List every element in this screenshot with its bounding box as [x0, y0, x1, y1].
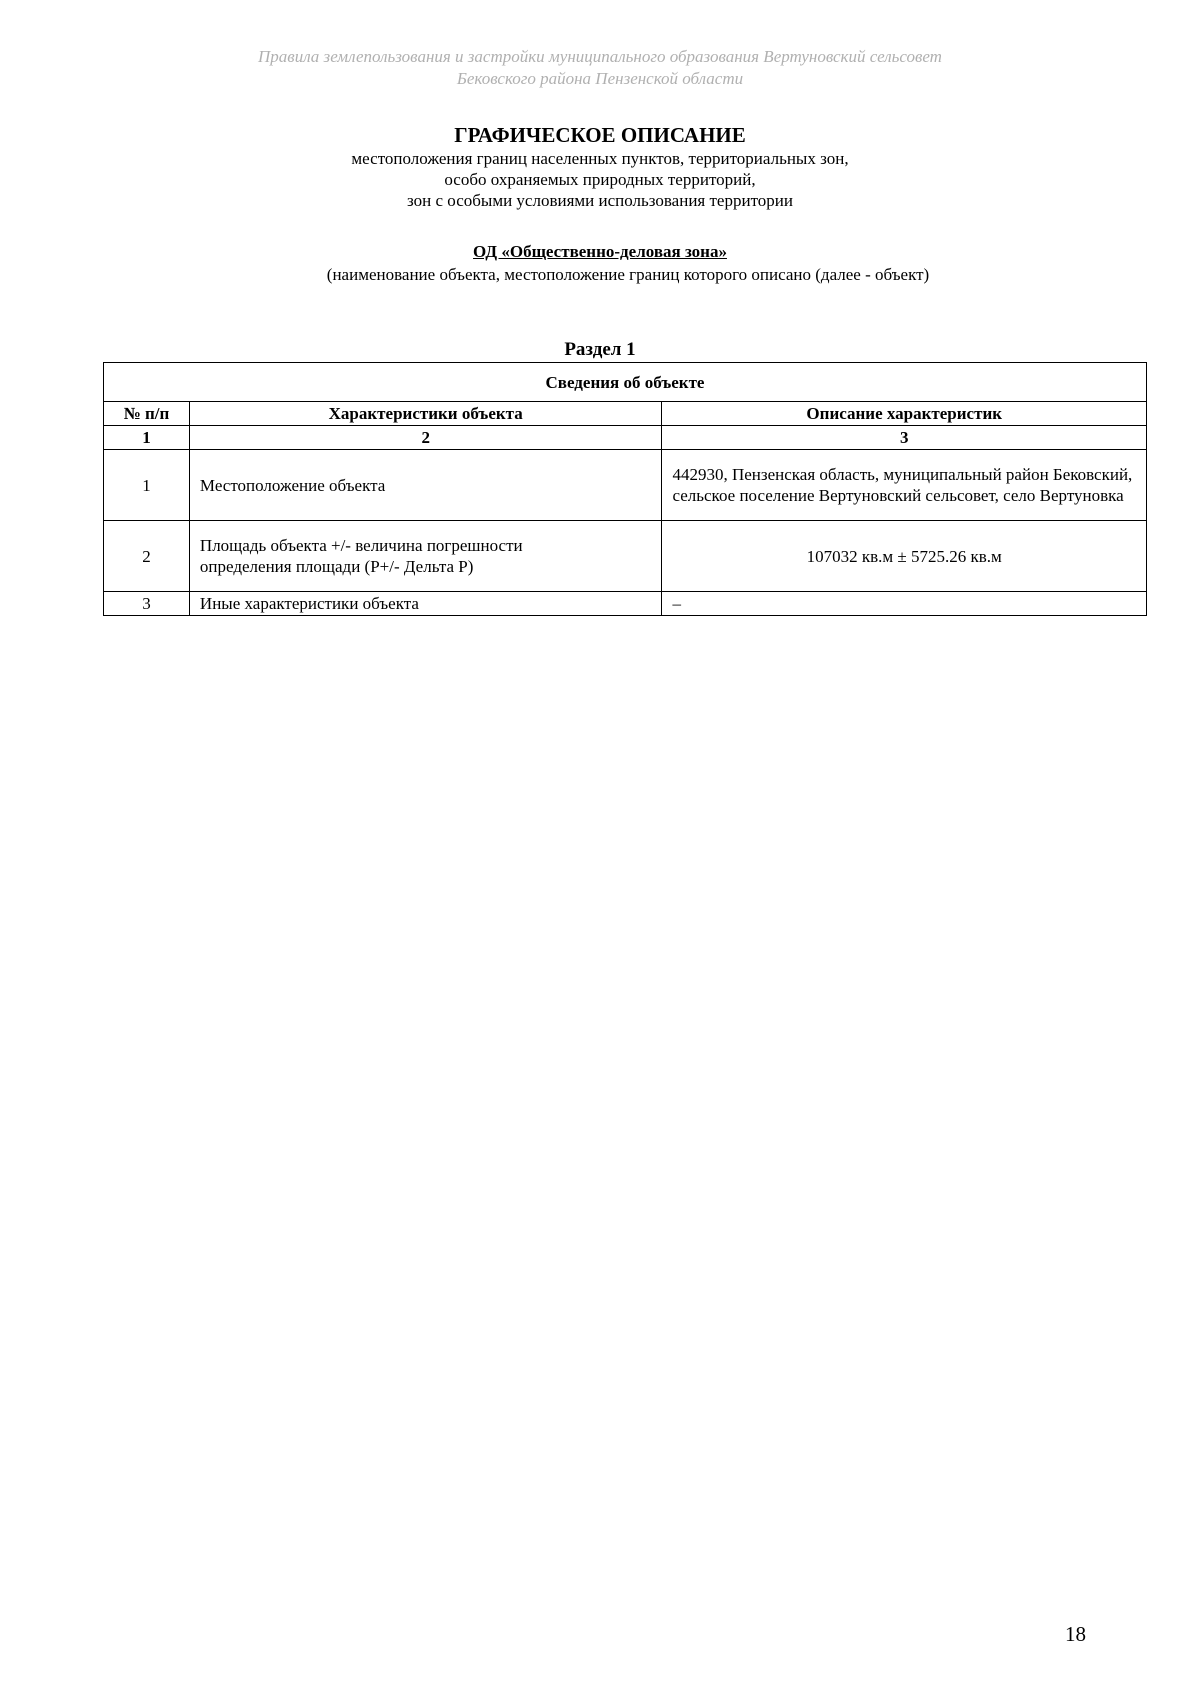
object-name: ОД «Общественно-деловая зона» [473, 242, 727, 261]
column-number: 1 [104, 426, 190, 450]
header-line-2: Бековского района Пензенской области [456, 69, 744, 88]
subtitle-line: местоположения границ населенных пунктов, территориальных зон, [351, 149, 849, 168]
table-header-row [104, 402, 1147, 426]
row-characteristic: Площадь объекта +/- величина погрешности определения площади (P+/- Дельта P) [189, 521, 662, 592]
column-header-characteristic: Характеристики объекта [189, 402, 662, 426]
row-characteristic: Местоположение объекта [189, 450, 662, 521]
page-number: 18 [1065, 1622, 1086, 1646]
object-info-table [103, 362, 1147, 616]
column-header-num: № п/п [104, 402, 190, 426]
subtitle-line: зон с особыми условиями использования территории [407, 191, 793, 210]
column-number-row [104, 426, 1147, 450]
row-number: 2 [104, 521, 190, 592]
document-title: ГРАФИЧЕСКОЕ ОПИСАНИЕ [454, 123, 746, 147]
table-caption: Сведения об объекте [104, 363, 1147, 402]
column-number: 2 [189, 426, 662, 450]
column-header-description: Описание характеристик [662, 402, 1147, 426]
header-line-1: Правила землепользования и застройки муниципального образования Вертуновский сельсовет [258, 47, 942, 66]
row-number: 3 [104, 592, 190, 616]
row-characteristic: Иные характеристики объекта [189, 592, 662, 616]
row-number: 1 [104, 450, 190, 521]
row-description: 442930, Пензенская область, муниципальный район Бековский, сельское поселение Вертуновский сельсовет, село Вертуновка [662, 450, 1147, 521]
page-header [0, 46, 1200, 90]
table-caption-row [104, 363, 1147, 402]
table-row [104, 521, 1147, 592]
column-number: 3 [662, 426, 1147, 450]
title-block [0, 122, 1200, 211]
row-description: 107032 кв.м ± 5725.26 кв.м [662, 521, 1147, 592]
section-title: Раздел 1 [564, 339, 636, 360]
object-caption: (наименование объекта, местоположение границ которого описано (далее - объект) [326, 265, 930, 284]
row-description: – [662, 592, 1147, 616]
table-row [104, 450, 1147, 521]
table-row [104, 592, 1147, 616]
subtitle-line: особо охраняемых природных территорий, [444, 170, 756, 189]
